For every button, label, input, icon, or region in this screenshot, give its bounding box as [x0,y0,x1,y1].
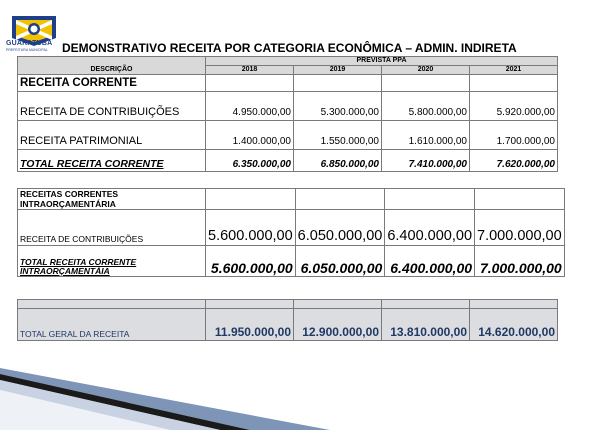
section-title: RECEITAS CORRENTES INTRAORÇAMENTÁRIA [18,189,206,210]
header-year-2020: 2020 [382,66,470,75]
header-year-2018: 2018 [206,66,294,75]
header-prevista-ppa: PREVISTA PPA [206,57,558,66]
value-cell: 6.400.000,00 [385,210,475,246]
value-cell: 1.400.000,00 [206,121,294,150]
receita-corrente-table [17,56,558,172]
table-row [18,121,558,150]
row-label: RECEITA DE CONTRIBUIÇÕES [18,210,206,246]
header-descricao: DESCRIÇÃO [18,57,206,75]
total-label: TOTAL RECEITA CORRENTE [18,150,206,172]
logo-subtitle: PREFEITURA MUNICIPAL [6,48,48,52]
value-cell: 7.000.000,00 [475,210,565,246]
total-geral-value: 13.810.000,00 [382,309,470,341]
value-cell: 4.950.000,00 [206,92,294,121]
page-title: DEMONSTRATIVO RECEITA POR CATEGORIA ECONÔMICA – ADMIN. INDIRETA [62,41,517,55]
intraorcamentaria-table [17,188,565,277]
row-label: RECEITA PATRIMONIAL [18,121,206,150]
header-row-top [18,57,558,66]
total-geral-value: 14.620.000,00 [470,309,558,341]
total-value: 7.000.000,00 [475,246,565,277]
value-cell: 1.550.000,00 [294,121,382,150]
value-cell: 5.920.000,00 [470,92,558,121]
header-year-2019: 2019 [294,66,382,75]
value-cell: 1.610.000,00 [382,121,470,150]
value-cell: 5.600.000,00 [206,210,296,246]
total-value: 5.600.000,00 [206,246,296,277]
value-cell: 5.300.000,00 [294,92,382,121]
value-cell: 5.800.000,00 [382,92,470,121]
table-row [18,210,565,246]
total-value: 6.850.000,00 [294,150,382,172]
logo-name: GUARATUBA [6,40,53,47]
total-value: 6.050.000,00 [295,246,385,277]
section-title-row [18,189,565,210]
row-label: RECEITA DE CONTRIBUIÇÕES [18,92,206,121]
total-label: TOTAL RECEITA CORRENTE INTRAORÇAMENTÁIA [18,246,206,277]
decorative-swoosh [0,360,600,430]
total-geral-value: 11.950.000,00 [206,309,294,341]
total-value: 7.410.000,00 [382,150,470,172]
section-title: RECEITA CORRENTE [18,75,206,92]
total-value: 7.620.000,00 [470,150,558,172]
total-value: 6.350.000,00 [206,150,294,172]
total-geral-value: 12.900.000,00 [294,309,382,341]
section-title-row [18,75,558,92]
total-geral-label: TOTAL GERAL DA RECEITA [18,309,206,341]
value-cell: 1.700.000,00 [470,121,558,150]
total-value: 6.400.000,00 [385,246,475,277]
header-year-2021: 2021 [470,66,558,75]
total-geral-table [17,299,558,341]
total-row [18,246,565,277]
table-row [18,92,558,121]
total-row [18,150,558,172]
value-cell: 6.050.000,00 [295,210,385,246]
total-geral-row [18,309,558,341]
